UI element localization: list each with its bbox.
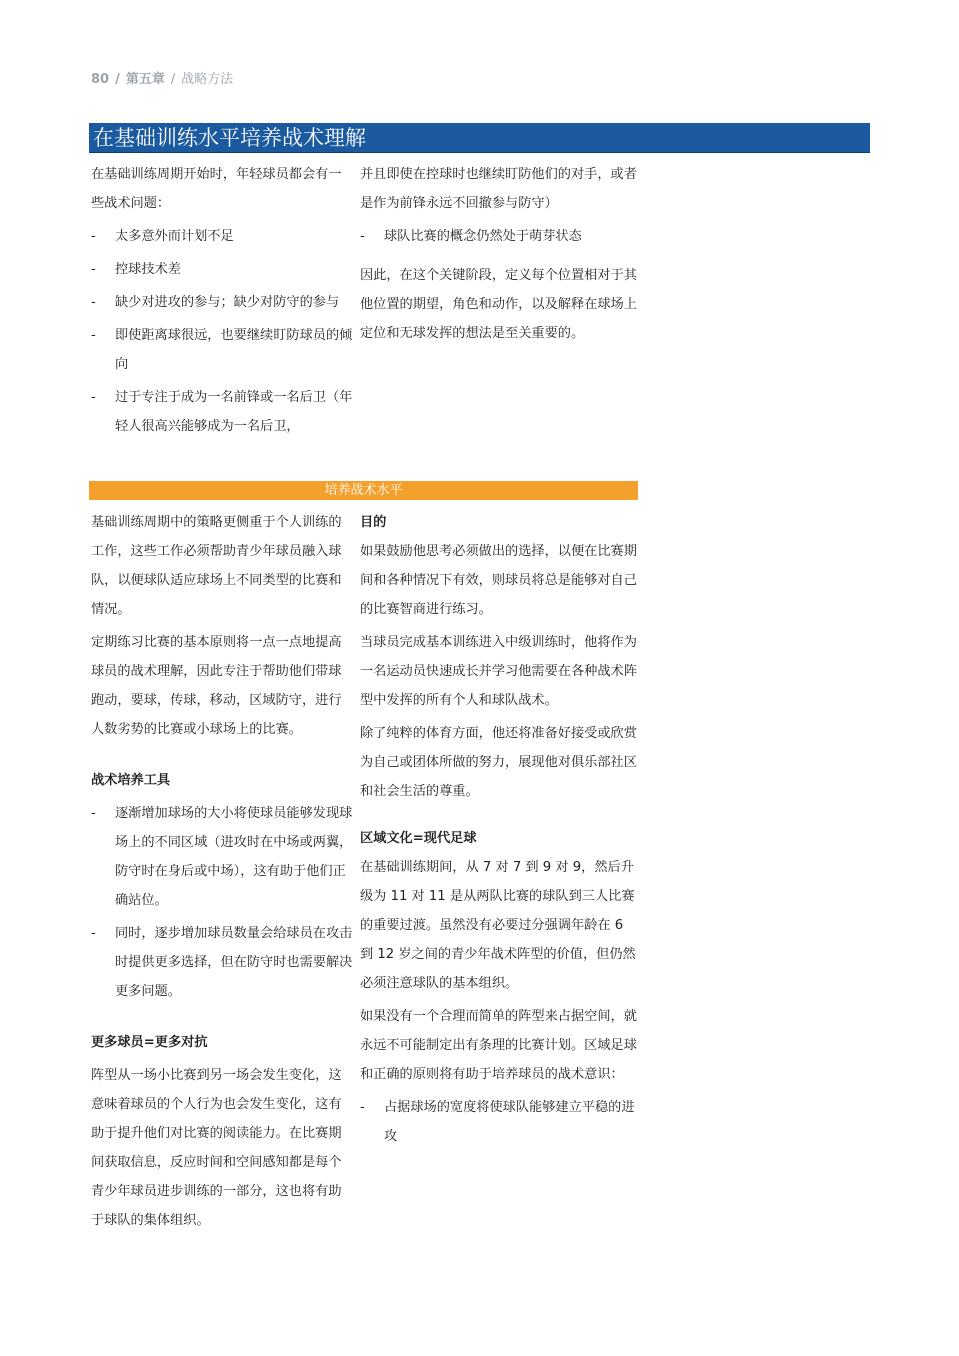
paragraph: 阵型从一场小比赛到另一场会发生变化，这意味着球员的个人行为也会发生变化，这有助于提升他们对比赛的阅读能力。在比赛期间获取信息，反应时间和空间感知都是每个青少年球员进步训练的一部分，这也将有助于球队的集体组织。 <box>91 1068 342 1228</box>
list-item: - 占据球场的宽度将使球队能够建立平稳的进攻 <box>360 1100 635 1144</box>
list-item: - 逐渐增加球场的大小将使球员能够发现球场上的不同区域（进攻时在中场或两翼，防守时在身后或中场），这有助于他们正确站位。 <box>91 806 353 908</box>
list-item: - 同时，逐步增加球员数量会给球员在攻击时提供更多选择，但在防守时也需要解决更多问题。 <box>91 926 353 999</box>
section-label: 战略方法 <box>181 72 234 87</box>
page-number: 80 <box>91 72 110 87</box>
paragraph: 如果没有一个合理而简单的阵型来占据空间，就永远不可能制定出有条理的比赛计划。区域足球和正确的原则将有助于培养球员的战术意识： <box>360 1009 637 1082</box>
list-item: - 即使距离球很远，也要继续盯防球员的倾向 <box>91 328 353 372</box>
paragraph: 基础训练周期中的策略更侧重于个人训练的工作，这些工作必须帮助青少年球员融入球队，以便球队适应球场上不同类型的比赛和情况。 <box>91 515 342 617</box>
list-item: - 缺少对进攻的参与；缺少对防守的参与 <box>91 295 340 310</box>
paragraph: 定期练习比赛的基本原则将一点一点地提高球员的战术理解，因此专注于帮助他们带球跑动，要球，传球，移动，区域防守，进行人数劣势的比赛或小球场上的比赛。 <box>91 635 342 737</box>
list-item: - 球队比赛的概念仍然处于萌芽状态 <box>360 229 582 244</box>
list-item: - 控球技术差 <box>91 262 181 277</box>
chapter-label: 第五章 <box>125 72 165 87</box>
section-title: 在基础训练水平培养战术理解 <box>89 123 870 153</box>
heading-more-players: 更多球员=更多对抗 <box>91 1035 208 1050</box>
intro-left-column <box>91 160 353 441</box>
list-item: - 过于专注于成为一名前锋或一名后卫（年轻人很高兴能够成为一名后卫， <box>91 390 353 434</box>
list-item: - 太多意外而计划不足 <box>91 229 234 244</box>
heading-goal: 目的 <box>360 515 387 530</box>
paragraph: 如果鼓励他思考必须做出的选择，以便在比赛期间和各种情况下有效，则球员将总是能够对自己的比赛智商进行练习。 <box>360 544 637 617</box>
subsection-bar: 培养战术水平 <box>89 481 638 500</box>
paragraph: 除了纯粹的体育方面，他还将准备好接受或欣赏为自己或团体所做的努力，展现他对俱乐部社区和社会生活的尊重。 <box>360 726 637 799</box>
heading-zone-culture: 区域文化=现代足球 <box>360 831 477 846</box>
intro-conclusion: 因此，在这个关键阶段，定义每个位置相对于其他位置的期望，角色和动作，以及解释在球场上定位和无球发挥的想法是至关重要的。 <box>360 268 637 341</box>
running-header: 80 / 第五章 / 战略方法 <box>91 72 234 87</box>
left-column <box>91 508 353 1235</box>
heading-tools: 战术培养工具 <box>91 773 171 788</box>
intro-right-column <box>360 160 638 348</box>
intro-continuation: 并且即使在控球时也继续盯防他们的对手，或者是作为前锋永远不回撤参与防守） <box>360 167 637 211</box>
paragraph: 当球员完成基本训练进入中级训练时，他将作为一名运动员快速成长并学习他需要在各种战术阵型中发挥的所有个人和球队战术。 <box>360 635 637 708</box>
right-column <box>360 508 638 1151</box>
paragraph: 在基础训练期间，从 7 对 7 到 9 对 9，然后升级为 11 对 11 是从两队比赛的球队到三人比赛的重要过渡。虽然没有必要过分强调年龄在 6 到 12 岁之间的青少年战术阵型的价值，但仍然必须注意球队的基本组织。 <box>360 860 636 991</box>
intro-paragraph: 在基础训练周期开始时，年轻球员都会有一些战术问题： <box>91 167 342 211</box>
